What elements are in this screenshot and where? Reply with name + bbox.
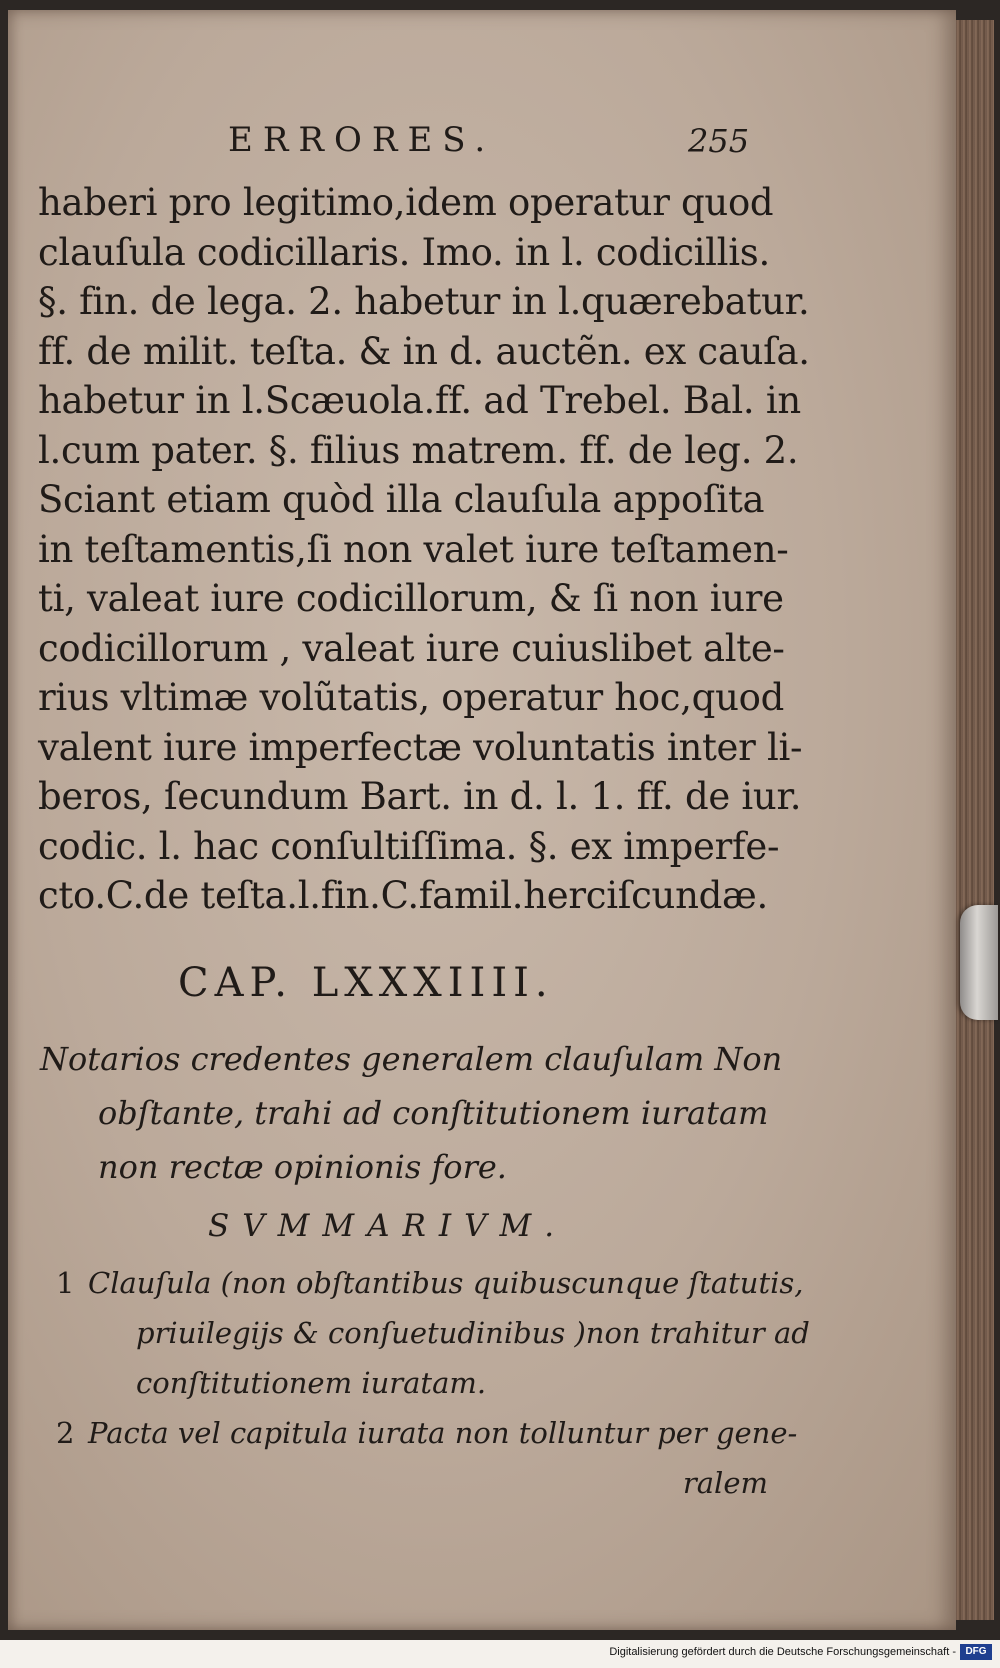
summary-item-1 [56,1258,804,1308]
chapter-summary-heading [40,1032,783,1194]
summary-item-2 [56,1408,798,1458]
summary-line-text: priuilegijs & conſuetudinibus )non trahitur ad [136,1316,810,1350]
footer-bar [0,1640,1000,1668]
summary-line-text: conſtitutionem iuratam. [136,1366,487,1400]
summary-line-text: Clauſula (non obſtantibus quibuscunque ſtatutis, [88,1266,804,1300]
book-fore-edge [956,20,994,1620]
text-line: §. fin. de lega. 2. habetur in l.quærebatur. [38,280,810,323]
dfg-logo-icon: DFG [960,1644,992,1660]
book-page [8,10,956,1630]
running-title: ERRORES. [228,120,496,160]
text-line: l.cum pater. §. filius matrem. ff. de leg. 2. [38,428,799,472]
summary-list [56,1258,810,1508]
text-line: cto.C.de teſta.l.fin.C.famil.herciſcundæ. [38,874,768,917]
summary-line-text: Pacta vel capitula iurata non tolluntur per gene- [88,1416,798,1450]
text-line: codicillorum , valeat iure cuiuslibet alte- [38,626,785,670]
text-line: rius vltimæ volũtatis, operatur hoc,quod [38,676,784,719]
text-line: habetur in l.Scæuola.ff. ad Trebel. Bal. in [38,379,801,422]
text-line: beros, ſecundum Bart. in d. l. 1. ff. de iur. [38,775,802,818]
metal-clasp [960,905,998,1020]
page-text [8,10,956,1630]
heading-line: Notarios credentes generalem clauſulam Non [40,1040,783,1078]
heading-line: non rectæ opinionis fore. [98,1148,507,1186]
body-text [38,178,810,921]
chapter-heading: CAP. LXXXIIII. [178,960,554,1006]
summary-line-text: ralem [682,1466,768,1500]
text-line: in teſtamentis,ſi non valet iure teſtamen- [38,527,789,571]
funding-credit: Digitalisierung gefördert durch die Deutsche Forschungsgemeinschaft - [609,1646,956,1658]
heading-line: obſtante, trahi ad conſtitutionem iuratam [98,1094,769,1132]
text-line: Sciant etiam quòd illa clauſula appoſita [38,478,765,521]
text-line: ff. de milit. teſta. & in d. auctẽn. ex cauſa. [38,329,810,373]
summary-number: 2 [56,1416,75,1450]
summary-title: SVMMARIVM. [208,1208,568,1244]
text-line: ti, valeat iure codicillorum, & ſi non iure [38,577,784,620]
text-line: clauſula codicillaris. Imo. in l. codicillis. [38,230,770,274]
summary-number: 1 [56,1266,75,1300]
text-line: codic. l. hac conſultiſſima. §. ex imperfe- [38,824,780,868]
text-line: haberi pro legitimo,idem operatur quod [38,181,774,224]
text-line: valent iure imperfectæ voluntatis inter li- [38,725,803,769]
page-number: 255 [688,122,750,160]
